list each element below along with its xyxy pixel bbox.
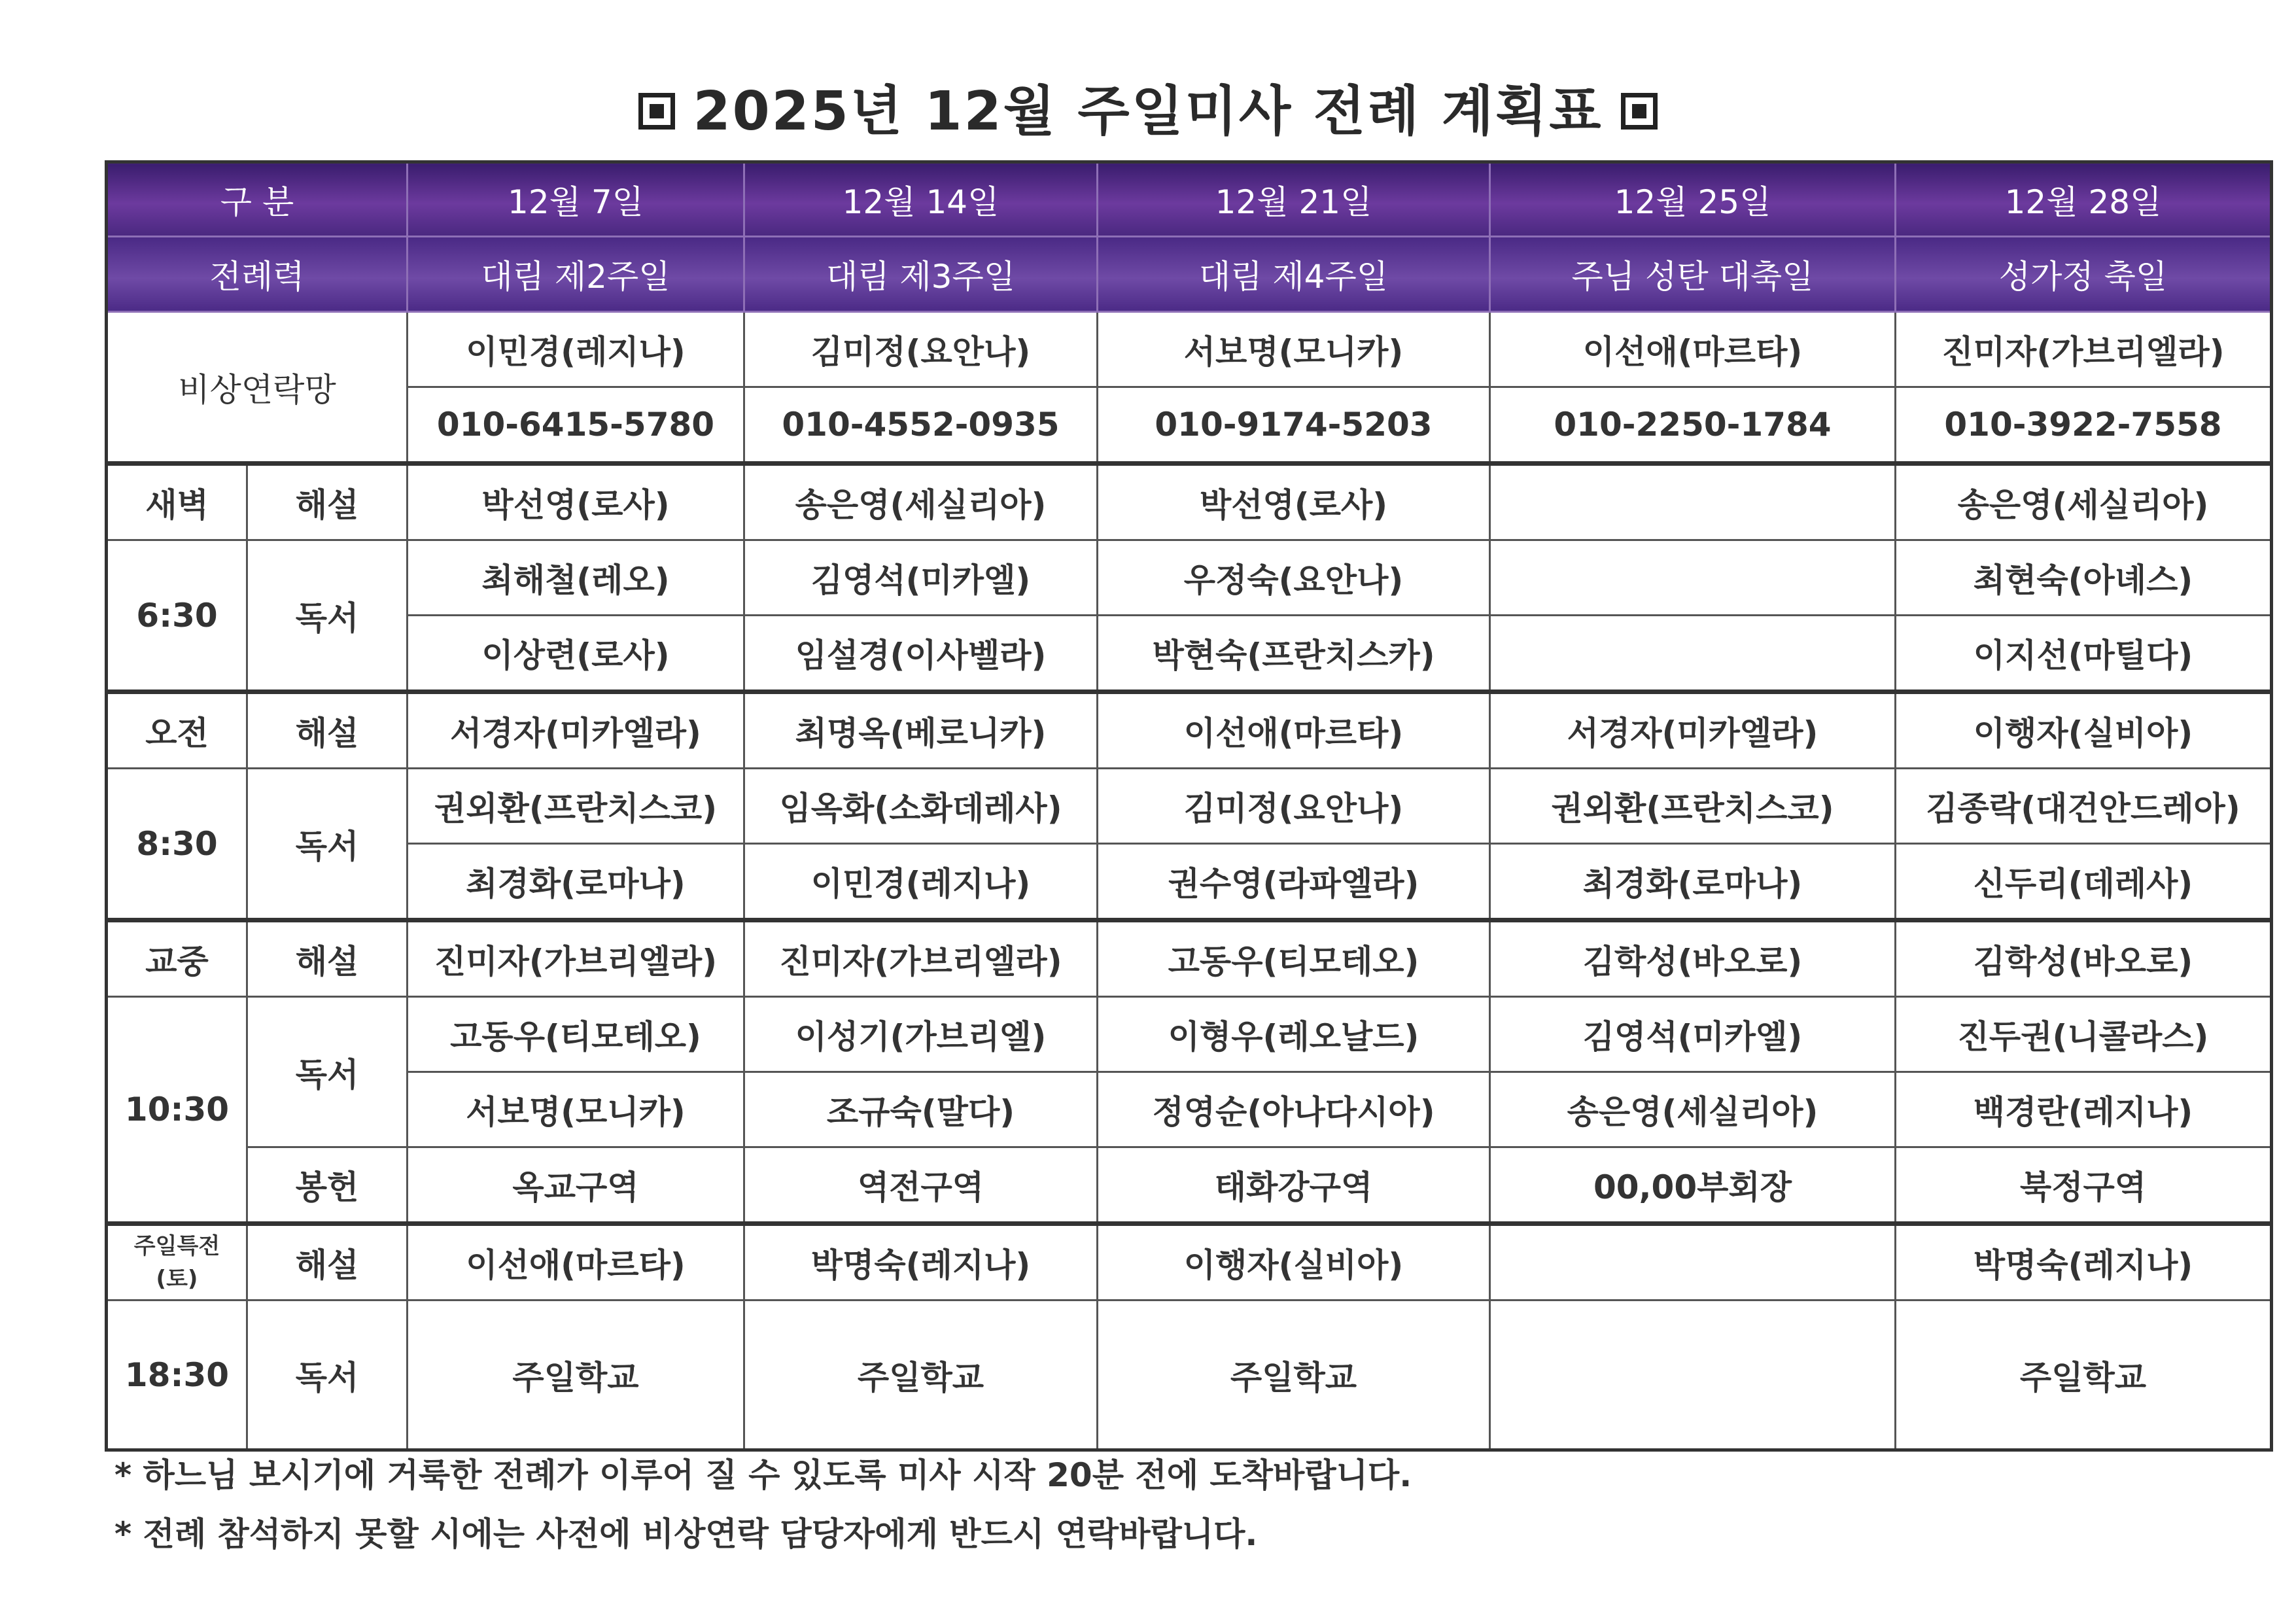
header-feast: 대림 제2주일: [408, 237, 744, 312]
schedule-cell: 김학성(바오로): [1490, 920, 1896, 997]
role-label: 봉헌: [247, 1147, 408, 1224]
emergency-name: 김미정(요안나): [744, 312, 1098, 387]
mass-0630-reading1-row: [107, 540, 2272, 616]
emergency-phone: 010-3922-7558: [1896, 387, 2272, 464]
schedule-cell: 임옥화(소화데레사): [744, 769, 1098, 844]
header-feast: 대림 제3주일: [744, 237, 1098, 312]
schedule-cell: 조규숙(말다): [744, 1072, 1098, 1147]
schedule-cell: 최경화(로마나): [1490, 844, 1896, 920]
mass-label: 교중: [107, 920, 247, 997]
schedule-cell: 이지선(마틸다): [1896, 616, 2272, 692]
role-label: 해설: [247, 1224, 408, 1300]
emergency-phone: 010-2250-1784: [1490, 387, 1896, 464]
header-liturgical-calendar: 전례력: [107, 237, 408, 312]
schedule-cell: 최경화(로마나): [408, 844, 744, 920]
schedule-cell: 최해철(레오): [408, 540, 744, 616]
header-date: 12월 7일: [408, 162, 744, 237]
schedule-cell: 옥교구역: [408, 1147, 744, 1224]
mass-label: 새벽: [107, 464, 247, 540]
mass-0630-commentary-row: [107, 464, 2272, 540]
emergency-phone: 010-9174-5203: [1098, 387, 1490, 464]
schedule-cell: 주일학교: [408, 1300, 744, 1450]
schedule-cell: 서경자(미카엘라): [408, 692, 744, 769]
schedule-cell: 주일학교: [744, 1300, 1098, 1450]
schedule-cell: 고동우(티모테오): [408, 997, 744, 1072]
schedule-cell: [1490, 1300, 1896, 1450]
title-text: 2025년 12월 주일미사 전례 계획표: [693, 80, 1603, 143]
square-bullet-icon: [1621, 93, 1658, 130]
header-feast: 대림 제4주일: [1098, 237, 1490, 312]
schedule-cell: 최명옥(베로니카): [744, 692, 1098, 769]
schedule-cell: 권수영(라파엘라): [1098, 844, 1490, 920]
schedule-cell: 박선영(로사): [1098, 464, 1490, 540]
header-date: 12월 21일: [1098, 162, 1490, 237]
schedule-cell: 송은영(세실리아): [744, 464, 1098, 540]
schedule-cell: 역전구역: [744, 1147, 1098, 1224]
schedule-cell: 송은영(세실리아): [1896, 464, 2272, 540]
mass-time: 8:30: [107, 769, 247, 920]
schedule-cell: 이형우(레오날드): [1098, 997, 1490, 1072]
mass-0830-commentary-row: [107, 692, 2272, 769]
role-label: 해설: [247, 692, 408, 769]
schedule-cell: 박선영(로사): [408, 464, 744, 540]
footnote-absence: * 전례 참석하지 못할 시에는 사전에 비상연락 담당자에게 반드시 연락바랍니다.: [114, 1515, 1258, 1553]
header-feast: 성가정 축일: [1896, 237, 2272, 312]
schedule-cell: 주일학교: [1896, 1300, 2272, 1450]
emergency-names-row: [107, 312, 2272, 387]
emergency-name: 서보명(모니카): [1098, 312, 1490, 387]
emergency-name: 이선애(마르타): [1490, 312, 1896, 387]
mass-1830-reading-row: [107, 1300, 2272, 1450]
schedule-cell: 백경란(레지나): [1896, 1072, 2272, 1147]
mass-time: 10:30: [107, 997, 247, 1224]
schedule-cell: 서보명(모니카): [408, 1072, 744, 1147]
role-label: 독서: [247, 540, 408, 692]
schedule-cell: 신두리(데레사): [1896, 844, 2272, 920]
mass-time: 18:30: [107, 1300, 247, 1450]
mass-label-line2: (토): [156, 1266, 198, 1292]
schedule-cell: 권외환(프란치스코): [1490, 769, 1896, 844]
header-row-dates: [107, 162, 2272, 237]
schedule-cell: [1490, 616, 1896, 692]
header-date: 12월 28일: [1896, 162, 2272, 237]
role-label: 해설: [247, 464, 408, 540]
mass-label: [107, 1224, 247, 1300]
schedule-cell: 이선애(마르타): [1098, 692, 1490, 769]
schedule-cell: 진두권(니콜라스): [1896, 997, 2272, 1072]
mass-0630-reading2-row: [107, 616, 2272, 692]
schedule-cell: 이행자(실비아): [1098, 1224, 1490, 1300]
schedule-table: [105, 160, 2273, 1452]
schedule-cell: 박명숙(레지나): [1896, 1224, 2272, 1300]
schedule-cell: [1490, 1224, 1896, 1300]
square-bullet-icon: [638, 93, 675, 130]
schedule-cell: 권외환(프란치스코): [408, 769, 744, 844]
emergency-phones-row: [107, 387, 2272, 464]
role-label: 독서: [247, 997, 408, 1147]
mass-0830-reading2-row: [107, 844, 2272, 920]
schedule-cell: 우정숙(요안나): [1098, 540, 1490, 616]
schedule-cell: 김영석(미카엘): [1490, 997, 1896, 1072]
schedule-cell: 고동우(티모테오): [1098, 920, 1490, 997]
schedule-cell: 김미정(요안나): [1098, 769, 1490, 844]
schedule-cell: 최현숙(아녜스): [1896, 540, 2272, 616]
header-gubun: 구 분: [107, 162, 408, 237]
header-feast: 주님 성탄 대축일: [1490, 237, 1896, 312]
schedule-cell: 주일학교: [1098, 1300, 1490, 1450]
schedule-cell: 북정구역: [1896, 1147, 2272, 1224]
header-row-feasts: [107, 237, 2272, 312]
schedule-cell: 진미자(가브리엘라): [744, 920, 1098, 997]
mass-1030-offering-row: [107, 1147, 2272, 1224]
schedule-cell: 송은영(세실리아): [1490, 1072, 1896, 1147]
schedule-cell: 박명숙(레지나): [744, 1224, 1098, 1300]
role-label: 독서: [247, 769, 408, 920]
mass-time: 6:30: [107, 540, 247, 692]
schedule-cell: 이성기(가브리엘): [744, 997, 1098, 1072]
schedule-cell: 정영순(아나다시아): [1098, 1072, 1490, 1147]
schedule-cell: 김종락(대건안드레아): [1896, 769, 2272, 844]
schedule-cell: 김학성(바오로): [1896, 920, 2272, 997]
mass-1030-reading2-row: [107, 1072, 2272, 1147]
header-date: 12월 25일: [1490, 162, 1896, 237]
schedule-cell: 임설경(이사벨라): [744, 616, 1098, 692]
schedule-cell: 박현숙(프란치스카): [1098, 616, 1490, 692]
mass-1830-commentary-row: [107, 1224, 2272, 1300]
mass-1030-reading1-row: [107, 997, 2272, 1072]
mass-label-line1: 주일특전: [133, 1233, 220, 1259]
schedule-cell: [1490, 540, 1896, 616]
schedule-cell: 김영석(미카엘): [744, 540, 1098, 616]
emergency-phone: 010-4552-0935: [744, 387, 1098, 464]
mass-1030-commentary-row: [107, 920, 2272, 997]
schedule-cell: 00,00부회장: [1490, 1147, 1896, 1224]
schedule-cell: 이민경(레지나): [744, 844, 1098, 920]
schedule-cell: 태화강구역: [1098, 1147, 1490, 1224]
emergency-name: 이민경(레지나): [408, 312, 744, 387]
mass-label: 오전: [107, 692, 247, 769]
schedule-cell: 서경자(미카엘라): [1490, 692, 1896, 769]
page-title: [0, 69, 2296, 145]
footnote-arrival: * 하느님 보시기에 거룩한 전례가 이루어 질 수 있도록 미사 시작 20분 전에 도착바랍니다.: [114, 1456, 1412, 1494]
header-date: 12월 14일: [744, 162, 1098, 237]
schedule-cell: 이상련(로사): [408, 616, 744, 692]
schedule-cell: 진미자(가브리엘라): [408, 920, 744, 997]
role-label: 해설: [247, 920, 408, 997]
schedule-cell: [1490, 464, 1896, 540]
emergency-name: 진미자(가브리엘라): [1896, 312, 2272, 387]
schedule-cell: 이행자(실비아): [1896, 692, 2272, 769]
role-label: 독서: [247, 1300, 408, 1450]
emergency-label: 비상연락망: [107, 312, 408, 464]
schedule-cell: 이선애(마르타): [408, 1224, 744, 1300]
mass-0830-reading1-row: [107, 769, 2272, 844]
emergency-phone: 010-6415-5780: [408, 387, 744, 464]
